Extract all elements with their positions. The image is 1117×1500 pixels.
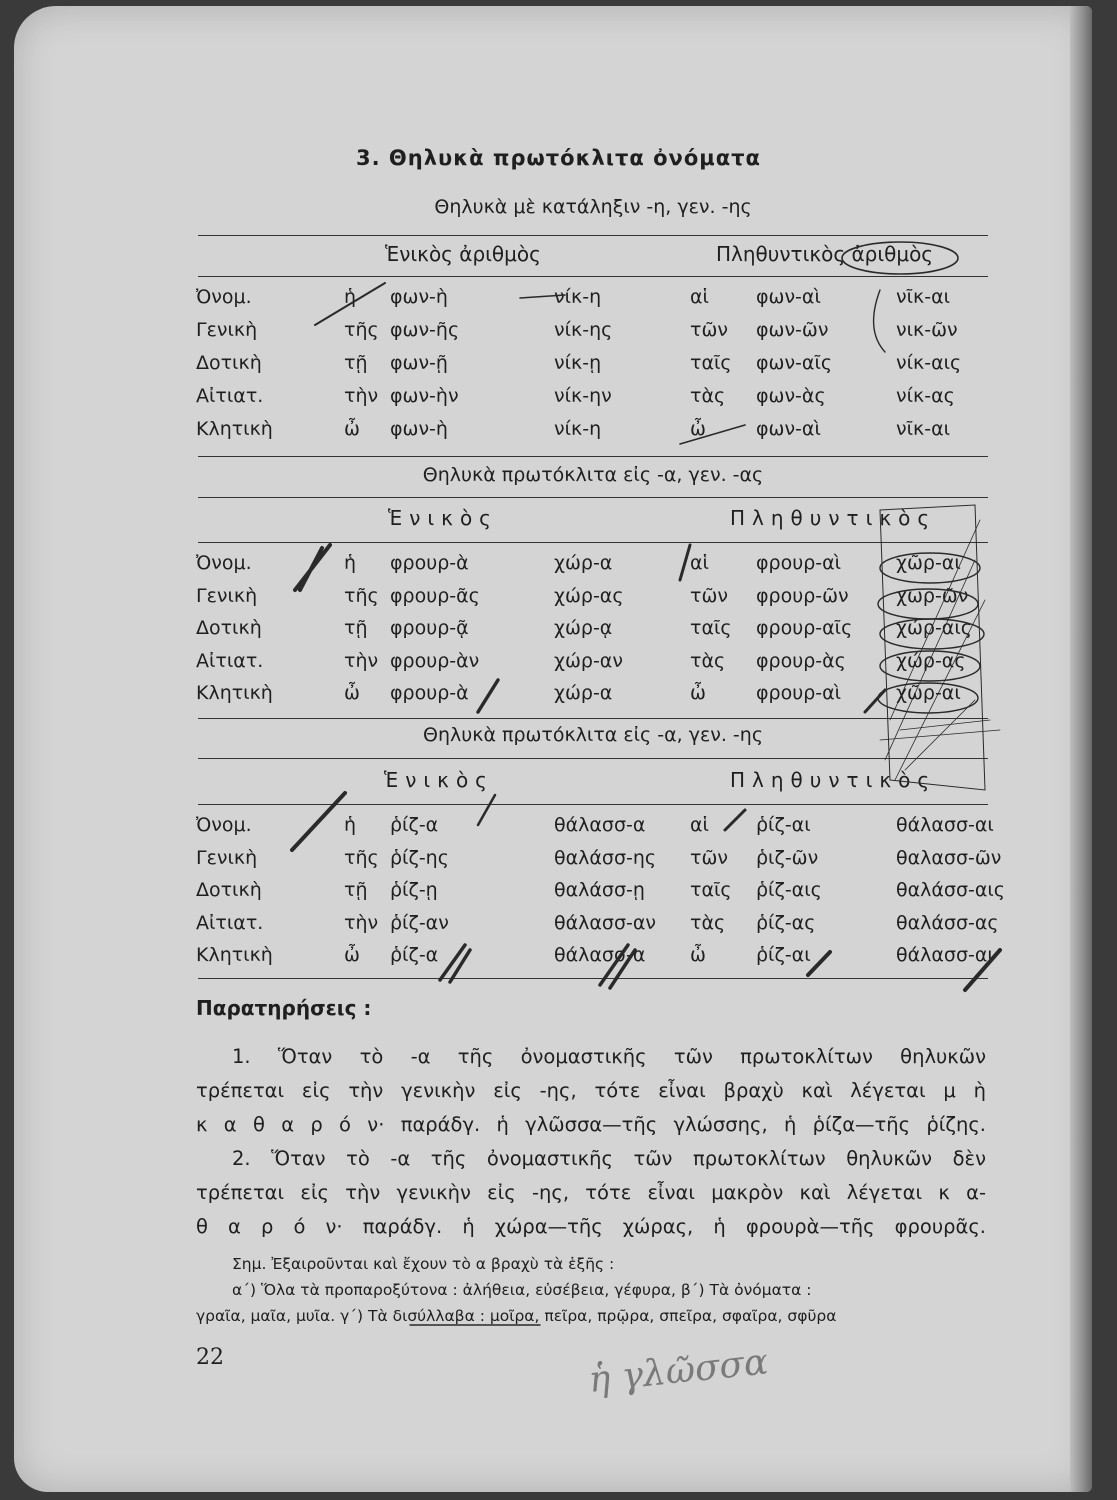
- table-row: [196, 682, 996, 714]
- table-cell: ἡ: [344, 286, 357, 308]
- table-cell: νίκ-αις: [896, 352, 962, 374]
- table-cell: ῥίζ-αν: [390, 911, 449, 934]
- case-label: Γενικὴ: [196, 846, 258, 869]
- table-cell: ῥίζ-αι: [756, 814, 811, 836]
- table-cell: ῥίζ-α: [390, 944, 439, 966]
- table-cell: ὦ: [344, 418, 360, 440]
- case-label: Ὀνομ.: [196, 552, 252, 574]
- section3-rule-mid: [198, 804, 988, 805]
- case-label: Κλητικὴ: [196, 682, 273, 704]
- table-row: [196, 319, 996, 351]
- observation-2-line-2: τρέπεται εἰς τὴν γενικὴν εἰς -ης, τότε εἶναι μακρὸν καὶ λέγεται κ α-: [196, 1181, 986, 1204]
- table-row: [196, 911, 999, 944]
- table-row: [196, 552, 996, 584]
- table-cell: νίκ-ης: [554, 319, 613, 341]
- table-cell: χῶρ-αι: [896, 552, 961, 574]
- case-label: Ὀνομ.: [196, 814, 252, 836]
- table-cell: φων-ῶν: [756, 319, 829, 341]
- table-cell: νίκ-ας: [896, 385, 955, 407]
- table-cell: τὰς: [690, 385, 726, 407]
- table-cell: τῇ: [344, 617, 368, 639]
- table-cell: νίκ-ῃ: [554, 352, 602, 374]
- section1-plural-header: Πληθυντικὸς ἀριθμὸς: [716, 242, 934, 266]
- table-cell: αἱ: [690, 552, 709, 574]
- table-cell: θαλάσσ-αις: [896, 879, 1005, 901]
- table-cell: θάλασσ-α: [554, 944, 646, 966]
- table-cell: χώρ-α: [554, 552, 613, 574]
- table-cell: χώρ-αν: [554, 649, 623, 672]
- handwritten-greek: ἡ γλῶσσα: [586, 1341, 771, 1401]
- section2-singular-header: Ἑνικὸς: [388, 506, 498, 530]
- section3-plural-header: Πληθυντικὸς: [730, 768, 937, 792]
- table-row: [196, 814, 996, 846]
- table-row: [196, 617, 996, 649]
- note-line-1: Σημ. Ἐξαιροῦνται καὶ ἔχουν τὸ α βραχὺ τὰ ἑξῆς :: [232, 1255, 615, 1273]
- table-cell: φρουρ-ὰ: [390, 552, 469, 574]
- table-cell: φων-ὰς: [756, 385, 826, 407]
- table-cell: θαλάσσ-ας: [896, 911, 999, 934]
- section3-singular-header: Ἑνικὸς: [384, 768, 494, 792]
- table-cell: αἱ: [690, 286, 709, 308]
- table-cell: φων-ῇ: [390, 352, 448, 374]
- table-cell: τῶν: [690, 846, 728, 869]
- table-cell: χώρ-ᾳ: [554, 617, 613, 639]
- table-cell: χωρ-ῶν: [896, 584, 969, 607]
- case-label: Αἰτιατ.: [196, 649, 264, 672]
- table-cell: φρουρ-ᾶς: [390, 584, 480, 607]
- observation-1-line-1: 1. Ὅταν τὸ -α τῆς ὀνομαστικῆς τῶν πρωτοκλίτων θηλυκῶν: [232, 1045, 986, 1068]
- table-cell: τῇ: [344, 879, 368, 901]
- table-cell: τῇ: [344, 352, 368, 374]
- observation-2-line-3: θ α ρ ό ν· παράδγ. ἡ χώρα—τῆς χώρας, ἡ φρουρὰ—τῆς φρουρᾶς.: [196, 1215, 986, 1238]
- table-cell: τὴν: [344, 649, 379, 672]
- case-label: Δοτικὴ: [196, 617, 262, 639]
- observation-1-line-3: κ α θ α ρ ό ν· παράδγ. ἡ γλῶσσα—τῆς γλώσσης, ἡ ῥίζα—τῆς ῥίζης.: [196, 1113, 986, 1136]
- table-row: [196, 650, 996, 682]
- table-row: [196, 286, 996, 318]
- note-line-3: γραῖα, μαῖα, μυῖα. γ΄) Τὰ δισύλλαβα : μοῖρα, πεῖρα, πρῷρα, σπεῖρα, σφαῖρα, σφῦρα: [196, 1307, 837, 1325]
- table-cell: θαλάσσ-ης: [554, 846, 657, 869]
- table-cell: φων-ῆς: [390, 319, 460, 341]
- table-cell: ὦ: [690, 418, 706, 440]
- table-cell: νῖκ-αι: [896, 286, 951, 308]
- table-cell: ὦ: [344, 944, 360, 966]
- section3-subtitle: Θηλυκὰ πρωτόκλιτα εἰς -α, γεν. -ης: [423, 724, 763, 746]
- table-cell: ταῖς: [690, 879, 732, 901]
- section2-rule-bottom: [198, 718, 988, 719]
- section1-subtitle: Θηλυκὰ μὲ κατάληξιν -η, γεν. -ης: [434, 196, 752, 218]
- table-cell: φρουρ-αῖς: [756, 617, 853, 639]
- case-label: Κλητικὴ: [196, 418, 273, 440]
- table-cell: τῶν: [690, 319, 728, 341]
- table-cell: τὴν: [344, 911, 379, 934]
- table-cell: νίκ-η: [554, 286, 602, 308]
- table-cell: φων-αῖς: [756, 352, 833, 374]
- table-cell: χώρ-α: [554, 682, 613, 704]
- table-cell: θαλασσ-ῶν: [896, 846, 1002, 869]
- table-cell: φρουρ-αὶ: [756, 682, 842, 704]
- table-cell: θάλασσ-αι: [896, 944, 994, 966]
- table-cell: φρουρ-ῶν: [756, 584, 849, 607]
- table-cell: ἡ: [344, 552, 357, 574]
- table-cell: νῖκ-αι: [896, 418, 951, 440]
- table-cell: αἱ: [690, 814, 709, 836]
- table-cell: τὰς: [690, 649, 726, 672]
- table-cell: θαλάσσ-ῃ: [554, 879, 645, 901]
- table-row: [196, 352, 996, 384]
- table-cell: φων-ὴ: [390, 286, 448, 308]
- table-cell: χῶρ-αι: [896, 682, 961, 704]
- table-cell: φων-αὶ: [756, 418, 821, 440]
- table-cell: ῥίζ-αι: [756, 944, 811, 966]
- section1-rule-mid: [198, 276, 988, 277]
- case-label: Γενικὴ: [196, 319, 258, 341]
- table-cell: φων-ὴν: [390, 385, 459, 407]
- table-cell: ὦ: [344, 682, 360, 704]
- observations-title: Παρατηρήσεις :: [196, 996, 372, 1020]
- case-label: Αἰτιατ.: [196, 385, 264, 407]
- table-cell: νίκ-η: [554, 418, 602, 440]
- table-cell: τῆς: [344, 846, 379, 869]
- table-cell: ταῖς: [690, 617, 732, 639]
- case-label: Κλητικὴ: [196, 944, 273, 966]
- case-label: Δοτικὴ: [196, 879, 262, 901]
- table-cell: τῆς: [344, 584, 379, 607]
- table-cell: τῶν: [690, 584, 728, 607]
- table-cell: νίκ-ην: [554, 385, 612, 407]
- table-cell: τὴν: [344, 385, 379, 407]
- table-cell: τῆς: [344, 319, 379, 341]
- table-cell: φρουρ-ὰς: [756, 649, 846, 672]
- table-row: [196, 846, 1002, 879]
- table-cell: ῥίζ-ης: [390, 846, 449, 869]
- case-label: Ὀνομ.: [196, 286, 252, 308]
- section3-rule-top: [198, 758, 988, 759]
- section1-singular-header: Ἑνικὸς ἀριθμὸς: [385, 242, 541, 266]
- page-number: 22: [196, 1345, 224, 1370]
- table-row: [196, 418, 996, 450]
- table-cell: φρουρ-ᾷ: [390, 617, 469, 639]
- table-cell: θάλασσ-αν: [554, 911, 656, 934]
- table-cell: νικ-ῶν: [896, 319, 958, 341]
- table-row: [196, 585, 996, 617]
- table-cell: φων-αὶ: [756, 286, 821, 308]
- table-cell: φρουρ-ὰν: [390, 649, 480, 672]
- case-label: Αἰτιατ.: [196, 911, 264, 934]
- observation-2-line-1: 2. Ὅταν τὸ -α τῆς ὀνομαστικῆς τῶν πρωτοκλίτων θηλυκῶν δὲν: [232, 1147, 986, 1170]
- section2-subtitle: Θηλυκὰ πρωτόκλιτα εἰς -α, γεν. -ας: [422, 464, 764, 486]
- table-cell: ἡ: [344, 814, 357, 836]
- table-cell: φρουρ-αὶ: [756, 552, 842, 574]
- table-cell: χώρ-ας: [554, 584, 624, 607]
- table-cell: ῥίζ-αις: [756, 879, 822, 901]
- table-row: [196, 944, 996, 976]
- table-cell: ταῖς: [690, 352, 732, 374]
- note-line-2: α΄) Ὅλα τὰ προπαροξύτονα : ἀλήθεια, εὐσέβεια, γέφυρα, β΄) Τὰ ὀνόματα :: [232, 1281, 812, 1299]
- table-cell: ῥίζ-α: [390, 814, 439, 836]
- table-cell: θάλασσ-α: [554, 814, 646, 836]
- table-cell: ὦ: [690, 944, 706, 966]
- table-cell: ῥιζ-ῶν: [756, 846, 819, 869]
- table-cell: ῥίζ-ας: [756, 911, 816, 934]
- page-spine: [1070, 6, 1092, 1492]
- table-cell: φρουρ-ὰ: [390, 682, 469, 704]
- table-cell: θάλασσ-αι: [896, 814, 994, 836]
- table-row: [196, 879, 1005, 911]
- table-row: [196, 385, 996, 417]
- case-label: Γενικὴ: [196, 584, 258, 607]
- table-cell: χώρ-ας: [896, 649, 966, 672]
- case-label: Δοτικὴ: [196, 352, 262, 374]
- table-cell: χώρ-αις: [896, 617, 972, 639]
- section3-rule-bottom: [198, 978, 988, 979]
- table-cell: ὦ: [690, 682, 706, 704]
- table-cell: τὰς: [690, 911, 726, 934]
- section2-rule-top: [198, 497, 988, 498]
- table-cell: ῥίζ-ῃ: [390, 879, 438, 901]
- section2-rule-mid: [198, 542, 988, 543]
- page-title: 3. Θηλυκὰ πρωτόκλιτα ὀνόματα: [356, 146, 761, 170]
- section1-rule-bottom: [198, 456, 988, 457]
- table-cell: φων-ὴ: [390, 418, 448, 440]
- section1-rule-top: [198, 235, 988, 236]
- observation-1-line-2: τρέπεται εἰς τὴν γενικὴν εἰς -ης, τότε εἶναι βραχὺ καὶ λέγεται μ ὴ: [196, 1079, 986, 1102]
- section2-plural-header: Πληθυντικὸς: [730, 506, 937, 530]
